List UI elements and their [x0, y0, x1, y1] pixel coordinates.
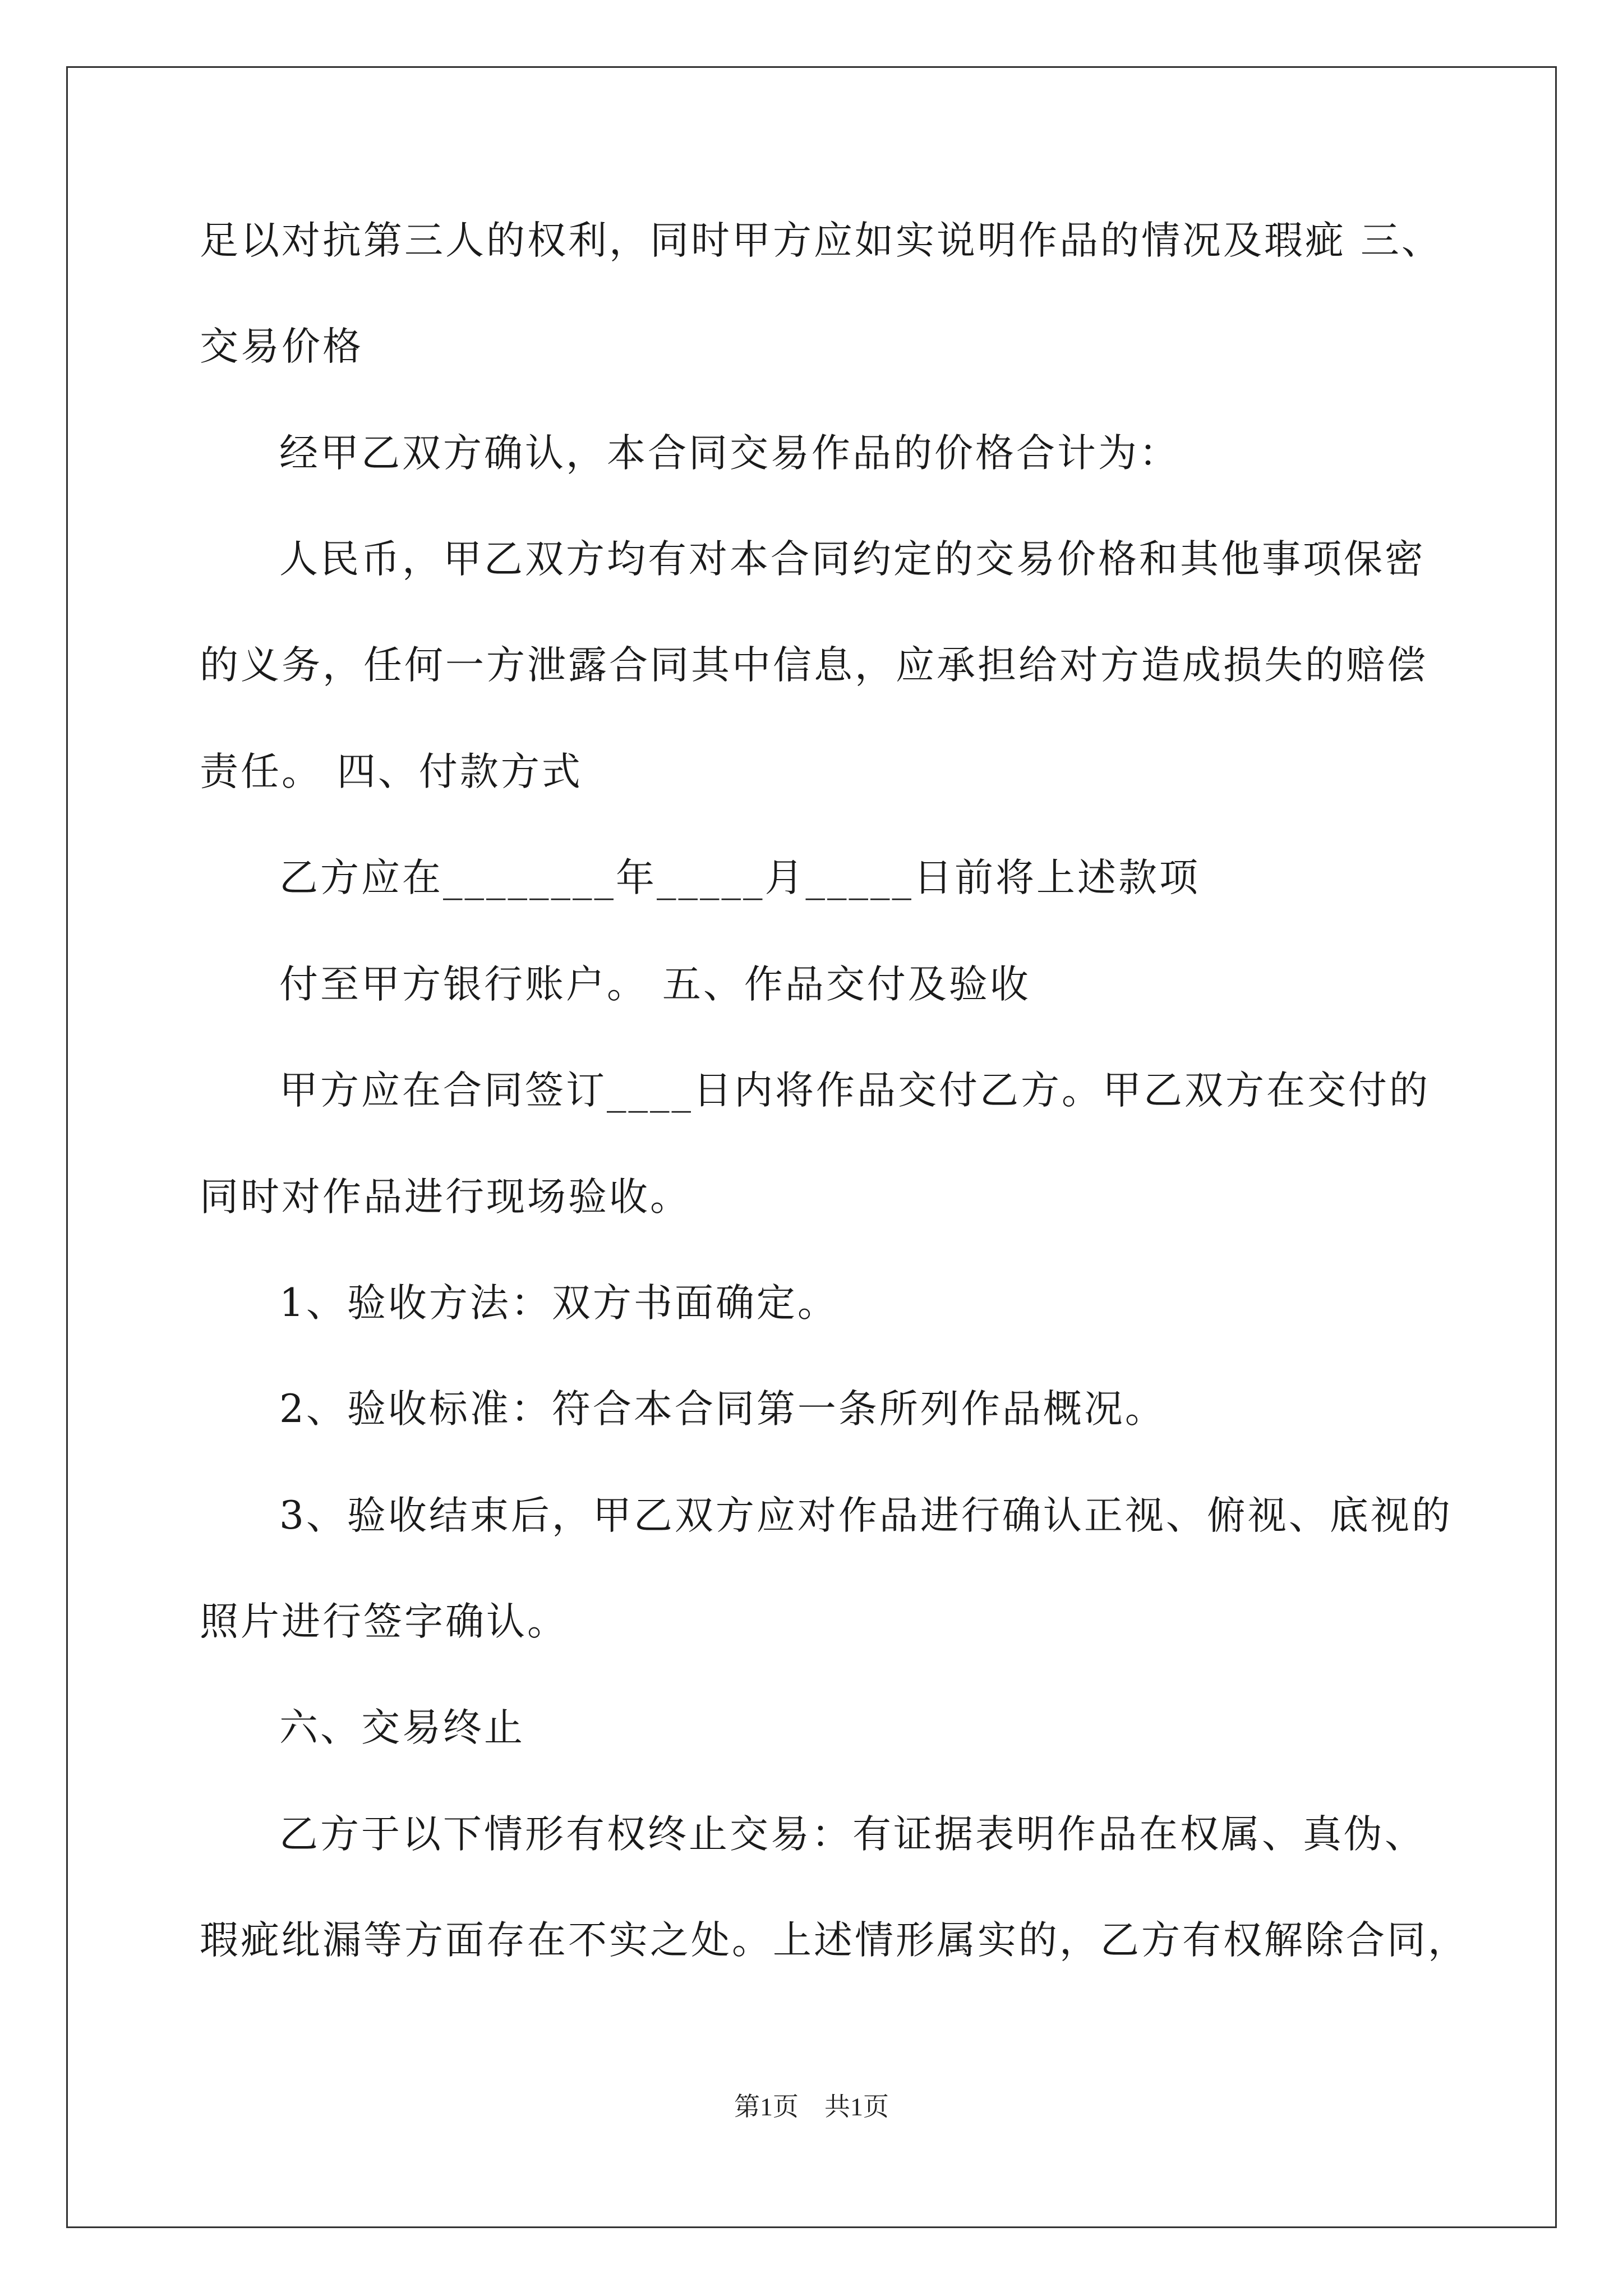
text-line-8: 付至甲方银行账户。 五、作品交付及验收: [279, 962, 1031, 1007]
text-line-12: 2、验收标准：符合本合同第一条所列作品概况。: [279, 1387, 1166, 1432]
text-line-6: 责任。 四、付款方式: [200, 749, 583, 794]
page-border: [66, 66, 1557, 2228]
text-line-1: 足以对抗第三人的权利，同时甲方应如实说明作品的情况及瑕疵 三、: [200, 218, 1442, 263]
text-line-10: 同时对作品进行现场验收。: [200, 1175, 691, 1220]
text-line-14: 照片进行签字确认。: [200, 1599, 568, 1644]
text-line-13: 3、验收结束后，甲乙双方应对作品进行确认正视、俯视、底视的: [279, 1493, 1453, 1538]
text-line-4: 人民币，甲乙双方均有对本合同约定的交易价格和其他事项保密: [279, 537, 1426, 582]
text-line-2: 交易价格: [200, 324, 363, 369]
text-line-9: 甲方应在合同签订____日内将作品交付乙方。甲乙双方在交付的: [279, 1068, 1430, 1113]
page-number-footer: 第1页 共1页: [734, 2092, 889, 2121]
text-line-11: 1、验收方法：双方书面确定。: [279, 1281, 838, 1326]
text-line-7: 乙方应在________年_____月_____日前将上述款项: [279, 855, 1200, 900]
text-line-17: 瑕疵纰漏等方面存在不实之处。上述情形属实的，乙方有权解除合同，: [200, 1918, 1469, 1963]
text-line-16: 乙方于以下情形有权终止交易：有证据表明作品在权属、真伪、: [279, 1812, 1426, 1857]
text-line-15: 六、交易终止: [279, 1705, 525, 1750]
text-line-5: 的义务，任何一方泄露合同其中信息，应承担给对方造成损失的赔偿: [200, 643, 1428, 688]
text-line-3: 经甲乙双方确认，本合同交易作品的价格合计为：: [279, 431, 1180, 476]
